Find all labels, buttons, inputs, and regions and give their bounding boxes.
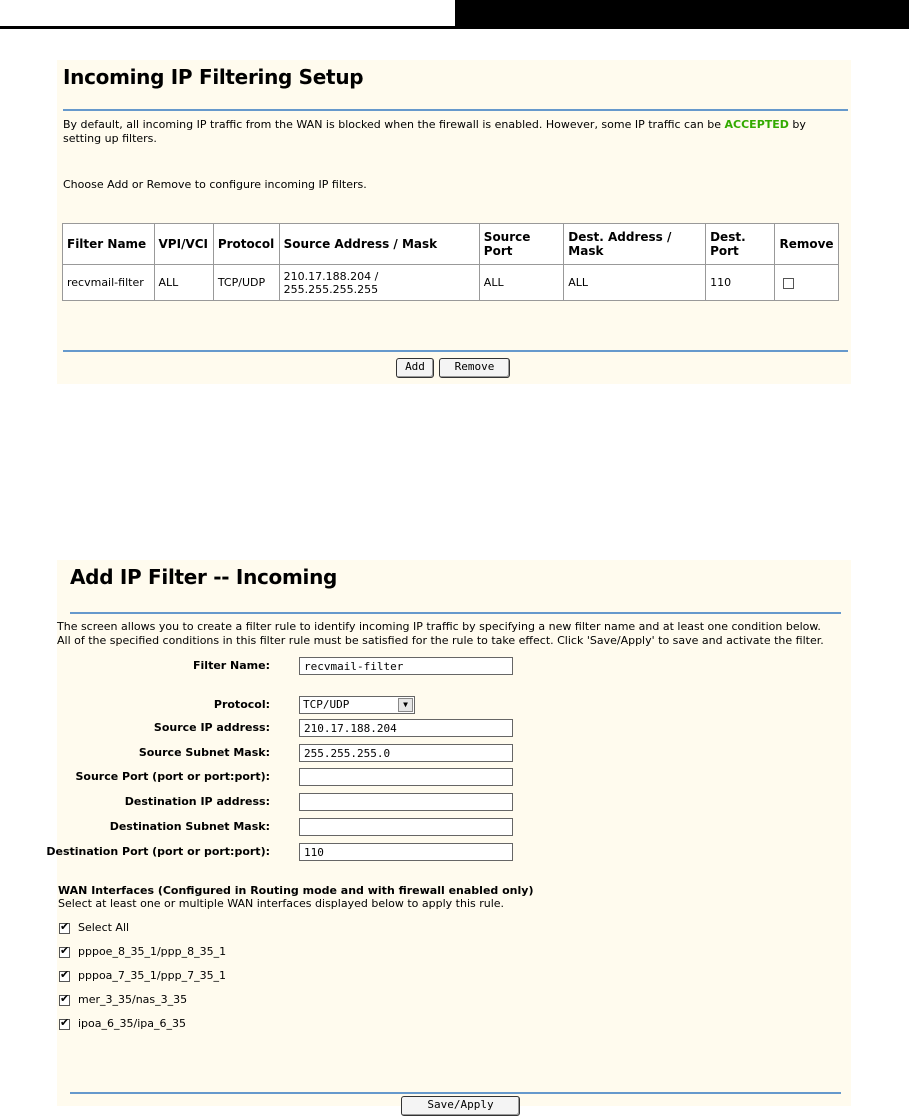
wan-item-pppoe[interactable] — [59, 945, 226, 959]
col-remove: Remove — [775, 224, 839, 265]
divider-bottom — [70, 1092, 841, 1094]
protocol-select[interactable] — [299, 696, 415, 714]
dest-mask-label: Destination Subnet Mask: — [109, 820, 270, 833]
wan-item-pppoa[interactable] — [59, 969, 226, 983]
source-port-input[interactable] — [299, 768, 513, 786]
source-mask-label: Source Subnet Mask: — [138, 746, 270, 759]
remove-button[interactable]: Remove — [439, 358, 510, 378]
dest-ip-input[interactable] — [299, 793, 513, 811]
dest-ip-label: Destination IP address: — [124, 795, 270, 808]
description-line2: All of the specified conditions in this filter rule must be satisfied for the rule to take effect. Click 'Save/Apply' to save and activate the filter. — [57, 634, 824, 647]
wan-item-label: Select All — [78, 921, 130, 934]
dest-port-input[interactable]: 110 — [299, 843, 513, 861]
divider — [63, 109, 848, 111]
wan-checkbox[interactable] — [59, 1019, 70, 1030]
filters-table — [62, 223, 839, 301]
source-ip-label: Source IP address: — [153, 721, 270, 734]
source-port-label: Source Port (port or port:port): — [75, 770, 270, 783]
wan-heading: WAN Interfaces (Configured in Routing mode and with firewall enabled only) — [58, 884, 534, 897]
page-title: Incoming IP Filtering Setup — [63, 65, 364, 89]
header-black-bar — [455, 0, 909, 26]
col-filter-name: Filter Name — [63, 224, 155, 265]
choose-instructions: Choose Add or Remove to configure incoming IP filters. — [63, 178, 367, 191]
cell-vpi-vci: ALL — [154, 265, 213, 301]
col-vpi-vci: VPI/VCI — [154, 224, 213, 265]
cell-dest-address: ALL — [564, 265, 706, 301]
wan-checkbox[interactable] — [59, 971, 70, 982]
source-mask-input[interactable]: 255.255.255.0 — [299, 744, 513, 762]
cell-protocol: TCP/UDP — [213, 265, 279, 301]
chevron-down-icon[interactable]: ▼ — [398, 698, 413, 712]
add-filter-title: Add IP Filter -- Incoming — [70, 565, 338, 589]
source-ip-input[interactable]: 210.17.188.204 — [299, 719, 513, 737]
wan-item-label: ipoa_6_35/ipa_6_35 — [78, 1017, 186, 1030]
cell-source-address — [279, 265, 479, 301]
accepted-keyword: ACCEPTED — [724, 118, 789, 131]
source-address: 210.17.188.204 / — [283, 269, 379, 283]
description-text: By default, all incoming IP traffic from the WAN is blocked when the firewall is enabled. However, some IP traffic can be — [63, 118, 725, 131]
wan-item-ipoa[interactable] — [59, 1017, 186, 1031]
wan-checkbox[interactable] — [59, 947, 70, 958]
dest-mask-input[interactable] — [299, 818, 513, 836]
incoming-filter-panel — [57, 60, 851, 384]
divider — [70, 612, 841, 614]
select-all-checkbox[interactable] — [59, 923, 70, 934]
wan-item-mer[interactable] — [59, 993, 187, 1007]
divider-bottom — [63, 350, 848, 352]
table-row — [63, 265, 839, 301]
add-filter-description — [57, 620, 847, 648]
description-text-end: by — [788, 118, 806, 131]
col-source-port: Source Port — [479, 224, 563, 265]
description-line1: The screen allows you to create a filter rule to identify incoming IP traffic by specifying a new filter name and at least one condition below. — [57, 620, 821, 633]
wan-subtext: Select at least one or multiple WAN interfaces displayed below to apply this rule. — [58, 897, 505, 910]
save-apply-button[interactable]: Save/Apply — [401, 1096, 520, 1116]
description-line2: setting up filters. — [63, 132, 157, 145]
col-dest-address: Dest. Address / Mask — [564, 224, 706, 265]
cell-dest-port: 110 — [706, 265, 775, 301]
cell-remove — [775, 265, 839, 301]
col-dest-port: Dest. Port — [706, 224, 775, 265]
col-source-address: Source Address / Mask — [279, 224, 479, 265]
filter-name-input[interactable]: recvmail-filter — [299, 657, 513, 675]
remove-checkbox[interactable] — [783, 278, 794, 289]
table-header-row — [63, 224, 839, 265]
protocol-selected-value: TCP/UDP — [303, 698, 350, 711]
dest-port-label: Destination Port (port or port:port): — [46, 845, 270, 858]
wan-item-label: mer_3_35/nas_3_35 — [78, 993, 188, 1006]
add-button[interactable]: Add — [396, 358, 434, 378]
wan-checkbox[interactable] — [59, 995, 70, 1006]
wan-item-label: pppoe_8_35_1/ppp_8_35_1 — [78, 945, 227, 958]
protocol-label: Protocol: — [213, 698, 270, 711]
col-protocol: Protocol — [213, 224, 279, 265]
cell-source-port: ALL — [479, 265, 563, 301]
filter-name-label: Filter Name: — [193, 659, 270, 672]
source-mask: 255.255.255.255 — [283, 282, 379, 296]
description — [63, 118, 843, 146]
wan-item-label: pppoa_7_35_1/ppp_7_35_1 — [78, 969, 227, 982]
header-rule — [0, 26, 909, 29]
cell-filter-name: recvmail-filter — [63, 265, 155, 301]
wan-item-select-all[interactable] — [59, 921, 129, 935]
